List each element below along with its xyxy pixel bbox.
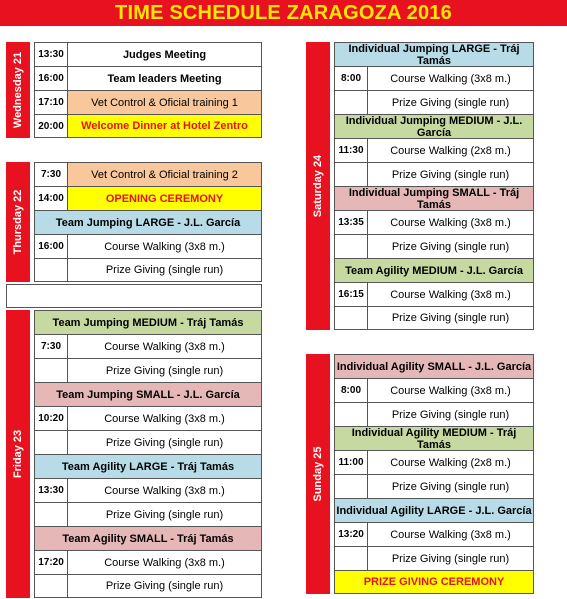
spacer-row (6, 284, 262, 308)
activity-cell: Course Walking (3x8 m.) (390, 528, 511, 541)
schedule-row (334, 402, 534, 426)
schedule-row (34, 258, 262, 282)
schedule-row (34, 334, 262, 358)
day-label-column (6, 310, 30, 598)
time-cell (334, 475, 368, 498)
section-heading: Team Agility LARGE - Tráj Tamás (34, 455, 261, 478)
section-heading: Team Jumping LARGE - J.L. García (34, 211, 261, 234)
day-block-sunday (306, 354, 534, 594)
section-heading-row (334, 426, 534, 450)
activity-cell: Course Walking (3x8 m.) (390, 216, 511, 229)
day-label: Friday 23 (12, 429, 24, 479)
schedule-row (34, 162, 262, 186)
time-cell: 16:15 (334, 283, 368, 306)
activity-cell: Course Walking (3x8 m.) (104, 340, 225, 353)
section-heading-row (334, 354, 534, 378)
section-heading: Individual Agility LARGE - J.L. García (334, 499, 533, 522)
activity-cell: Prize Giving (single run) (105, 580, 224, 592)
activity-cell: Course Walking (3x8 m.) (390, 288, 511, 301)
schedule-row (334, 450, 534, 474)
section-heading: Individual Jumping SMALL - Tráj Tamás (334, 187, 533, 210)
section-heading: Team Agility SMALL - Tráj Tamás (34, 527, 261, 550)
schedule-row (334, 234, 534, 258)
schedule-row (334, 210, 534, 234)
time-cell: 10:20 (34, 407, 68, 430)
time-cell (334, 307, 368, 329)
activity-cell: Judges Meeting (122, 48, 207, 61)
time-cell: 11:00 (334, 451, 368, 474)
schedule-row (334, 282, 534, 306)
day-label-column (6, 42, 30, 138)
time-cell: 13:30 (34, 479, 68, 502)
section-heading-row (34, 210, 262, 234)
time-cell: 13:20 (334, 523, 368, 546)
schedule-row (34, 234, 262, 258)
time-cell: 17:10 (34, 91, 68, 114)
section-heading: Team Jumping MEDIUM - Tráj Tamás (34, 311, 261, 334)
time-cell (34, 575, 68, 597)
activity-cell: Vet Control & Oficial training 2 (68, 163, 261, 186)
time-cell: 8:00 (334, 67, 368, 90)
section-heading-row (34, 310, 262, 334)
section-heading-row (334, 186, 534, 210)
activity-cell: Course Walking (3x8 m.) (104, 240, 225, 253)
activity-cell: Prize Giving (single run) (391, 312, 510, 324)
time-cell: 7:30 (34, 335, 68, 358)
schedule-row (334, 138, 534, 162)
schedule-row (34, 186, 262, 210)
activity-cell: Course Walking (2x8 m.) (390, 456, 511, 469)
schedule-row (34, 550, 262, 574)
activity-cell: Prize Giving (single run) (105, 264, 224, 276)
section-heading-row (34, 526, 262, 550)
activity-cell: Prize Giving (single run) (391, 168, 510, 181)
section-heading: Individual Agility SMALL - J.L. García (334, 355, 533, 378)
schedule-row (34, 478, 262, 502)
page-title: TIME SCHEDULE ZARAGOZA 2016 (0, 0, 567, 26)
activity-cell: Prize Giving (single run) (391, 552, 510, 565)
activity-cell: Course Walking (3x8 m.) (390, 72, 511, 85)
time-cell: 14:00 (34, 187, 68, 210)
time-cell (34, 359, 68, 382)
schedule-row (334, 378, 534, 402)
time-cell (34, 431, 68, 454)
schedule-row (34, 66, 262, 90)
day-label: Sunday 25 (312, 446, 324, 502)
day-label-column (306, 42, 330, 330)
section-heading-row (34, 382, 262, 406)
activity-cell: Prize Giving (single run) (391, 96, 510, 109)
activity-cell: Course Walking (3x8 m.) (390, 384, 511, 397)
activity-cell: Prize Giving (single run) (391, 408, 510, 421)
activity-cell: Course Walking (3x8 m.) (104, 412, 225, 425)
schedule-row (334, 66, 534, 90)
time-cell: 11:30 (334, 139, 368, 162)
activity-cell: OPENING CEREMONY (68, 187, 261, 210)
activity-cell: Team leaders Meeting (107, 72, 222, 85)
schedule-row (334, 162, 534, 186)
day-label-column (6, 162, 30, 282)
day-block-saturday (306, 42, 534, 330)
schedule-row (34, 90, 262, 114)
schedule-row (334, 90, 534, 114)
day-label-column (306, 354, 330, 594)
activity-cell: Course Walking (3x8 m.) (104, 484, 225, 497)
activity-cell: Course Walking (3x8 m.) (104, 556, 225, 569)
time-cell: 16:00 (34, 235, 68, 258)
section-heading-row (334, 114, 534, 138)
time-cell: 7:30 (34, 163, 68, 186)
section-heading: Team Jumping SMALL - J.L. García (34, 383, 261, 406)
activity-cell: Prize Giving (single run) (105, 436, 224, 449)
day-block-wednesday (6, 42, 262, 138)
activity-cell: Course Walking (2x8 m.) (390, 144, 511, 157)
section-heading-row (34, 454, 262, 478)
day-label: Saturday 24 (312, 154, 324, 218)
day-label: Thursday 22 (12, 189, 24, 255)
schedule-row (34, 114, 262, 138)
activity-cell: Welcome Dinner at Hotel Zentro (68, 115, 261, 137)
schedule-row (334, 474, 534, 498)
time-cell (334, 235, 368, 258)
day-label: Wednesday 21 (12, 51, 24, 129)
schedule-row (334, 546, 534, 570)
schedule-row (34, 42, 262, 66)
schedule-row (34, 502, 262, 526)
time-cell (34, 259, 68, 281)
time-cell: 8:00 (334, 379, 368, 402)
section-heading: Individual Jumping LARGE - Tráj Tamás (334, 43, 533, 66)
section-heading: Individual Agility MEDIUM - Tráj Tamás (334, 427, 533, 450)
schedule-row (34, 406, 262, 430)
section-heading-row (334, 258, 534, 282)
activity-cell: Prize Giving (single run) (105, 508, 224, 521)
section-heading: Team Agility MEDIUM - J.L. García (334, 259, 533, 282)
activity-cell: Prize Giving (single run) (391, 240, 510, 253)
activity-cell: Vet Control & Oficial training 1 (68, 91, 261, 114)
time-cell: 13:30 (34, 43, 68, 66)
time-cell: 17:20 (34, 551, 68, 574)
day-block-friday (6, 310, 262, 598)
time-cell: 20:00 (34, 115, 68, 137)
section-heading: Individual Jumping MEDIUM - J.L. García (334, 115, 533, 138)
time-cell (334, 403, 368, 426)
time-cell (334, 163, 368, 186)
day-block-thursday (6, 162, 262, 282)
time-cell: 13:35 (334, 211, 368, 234)
time-cell (34, 503, 68, 526)
activity-cell: Prize Giving (single run) (391, 480, 510, 493)
section-heading-row (334, 42, 534, 66)
schedule-row (334, 522, 534, 546)
schedule-row (34, 430, 262, 454)
section-heading-row (334, 498, 534, 522)
activity-cell: Prize Giving (single run) (105, 364, 224, 377)
schedule-row (34, 574, 262, 598)
time-cell (334, 91, 368, 114)
section-heading: PRIZE GIVING CEREMONY (334, 571, 533, 593)
time-cell: 16:00 (34, 67, 68, 90)
time-cell (334, 547, 368, 570)
schedule-row (334, 306, 534, 330)
schedule-row (34, 358, 262, 382)
section-heading-row (334, 570, 534, 594)
